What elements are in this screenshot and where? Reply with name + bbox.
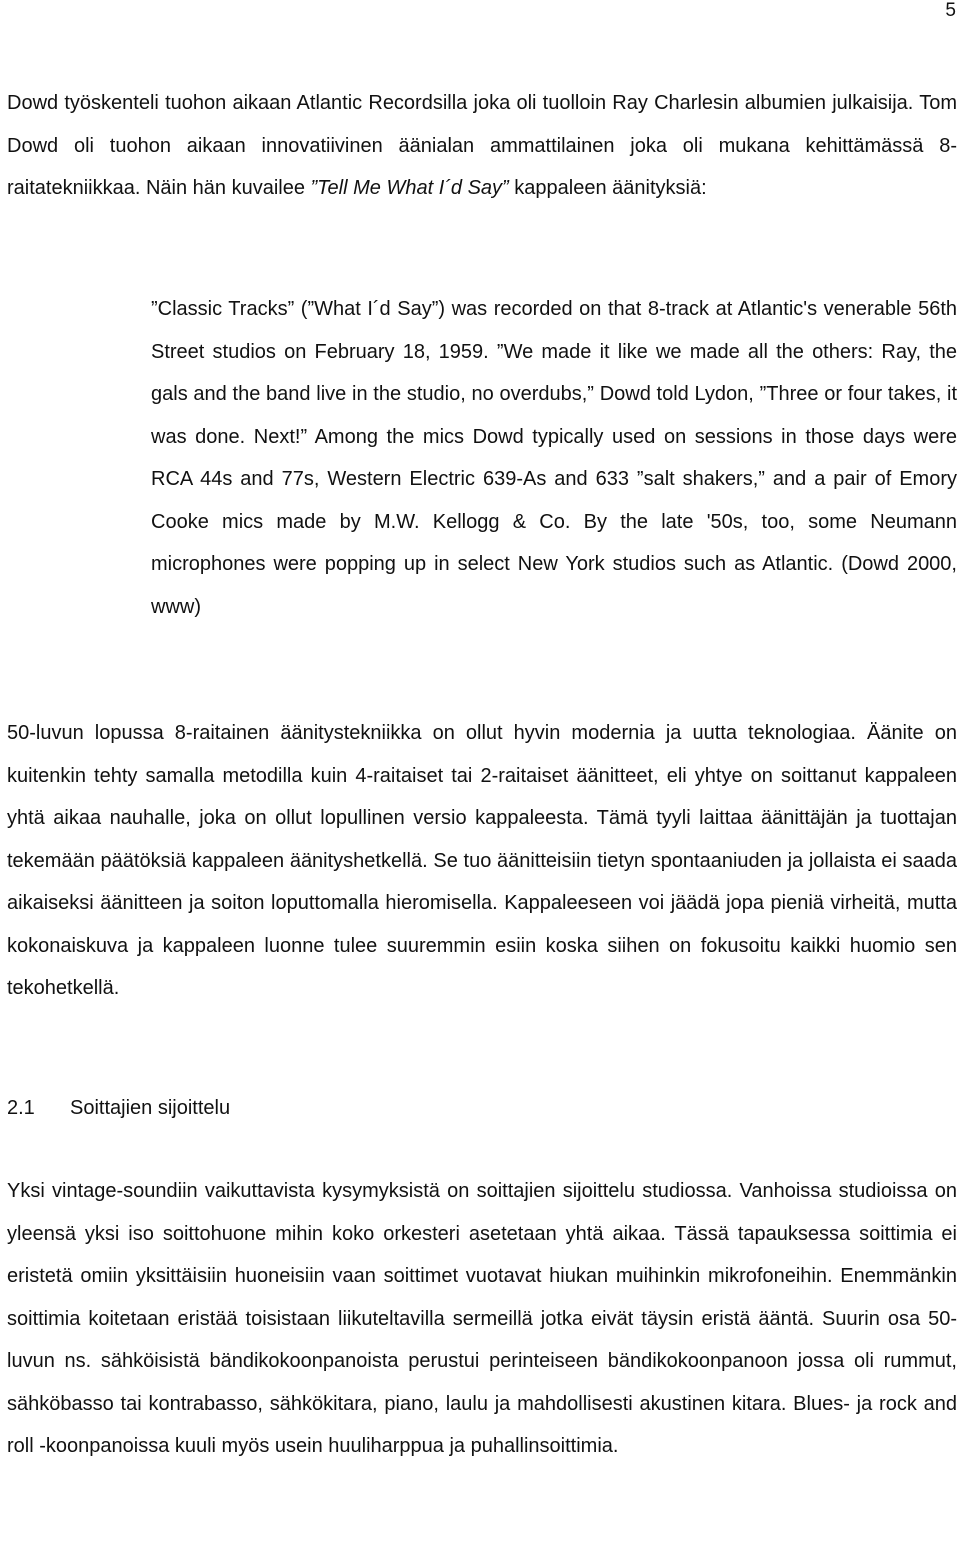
song-title: ”Tell Me What I´d Say” [310, 177, 509, 199]
intro-text-end: kappaleen äänityksiä: [508, 177, 707, 199]
section-number: 2.1 [7, 1097, 35, 1119]
quote-text: ”Classic Tracks” (”What I´d Say”) was recorded on that 8-track at Atlantic's venerable 56th Street studios on February 18, 1959. ”We made it like we made all the others: Ray, the gals and the band live in the studio, no overdubs,” Dowd told Lydon, ”Three or four takes, it was done. Next!” Among the mics Dowd typically used on sessions in those days were RCA 44s and 77s, Western Electric 639-As and 633 ”salt shakers,” and a pair of Emory Cooke mics made by M.W. Kellogg & Co. By the late '50s, too, some Neumann microphones were popping up in select New York studios such as Atlantic. [151, 298, 957, 575]
body-paragraph-recording: 50-luvun lopussa 8-raitainen äänitystekniikka on ollut hyvin modernia ja uutta teknologiaa. Äänite on kuitenkin tehty samalla metodilla kuin 4-raitaiset tai 2-raitaiset äänitteet, eli yhtye on soittanut kappaleen yhtä aikaa nauhalle, joka on ollut lopullinen versio kappaleesta. Tämä tyyli laittaa äänittäjän ja tuottajan tekemään päätöksiä kappaleen äänityshetkellä. Se tuo äänitteisiin tietyn spontaaniuden ja jollaista ei saada aikaiseksi äänitteen ja soiton loputtomalla hieromisella. Kappaleeseen voi jäädä jopa pieniä virheitä, mutta kokonaiskuva ja kappaleen luonne tulee suuremmin esiin koska siihen on fokusoitu kaikki huomio sen tekohetkellä. [7, 722, 957, 999]
section-title: Soittajien sijoittelu [70, 1097, 231, 1119]
page-number: 5 [945, 0, 956, 21]
block-quote [151, 288, 957, 628]
intro-text-start: Dowd työskenteli tuohon aikaan Atlantic Recordsilla joka oli tuolloin Ray Charlesin albumien julkaisija. Tom Dowd oli tuohon aikaan innovatiivinen äänialan ammattilainen joka oli mukana kehittämässä 8-raitatekniikkaa. Näin hän kuvailee [7, 92, 957, 199]
body-paragraph-placement: Yksi vintage-soundiin vaikuttavista kysymyksistä on soittajien sijoittelu studiossa. Vanhoissa studioissa on yleensä yksi iso soittohuone mihin koko orkesteri asetetaan yhtä aikaa. Tässä tapauksessa soittimia ei eristetä omiin yksittäisiin huoneisiin vaan soittimet vuotavat hiukan muihinkin mikrofoneihin. Enemmänkin soittimia koitetaan eristää toisistaan liikuteltavilla sermeillä jotka eivät täysin eristä ääntä. Suurin osa 50-luvun ns. sähköisistä bändikokoonpanoista perustui perinteiseen bändikokoonpanoon jossa oli rummut, sähköbasso tai kontrabasso, sähkökitara, piano, laulu ja mahdollisesti akustinen kitara. Blues- ja rock and roll -koonpanoissa kuuli myös usein huuliharppua ja puhallinsoittimia. [7, 1180, 957, 1457]
quote-citation: (Dowd 2000, www) [151, 553, 957, 618]
intro-paragraph [7, 82, 957, 210]
section-heading [7, 1087, 230, 1130]
